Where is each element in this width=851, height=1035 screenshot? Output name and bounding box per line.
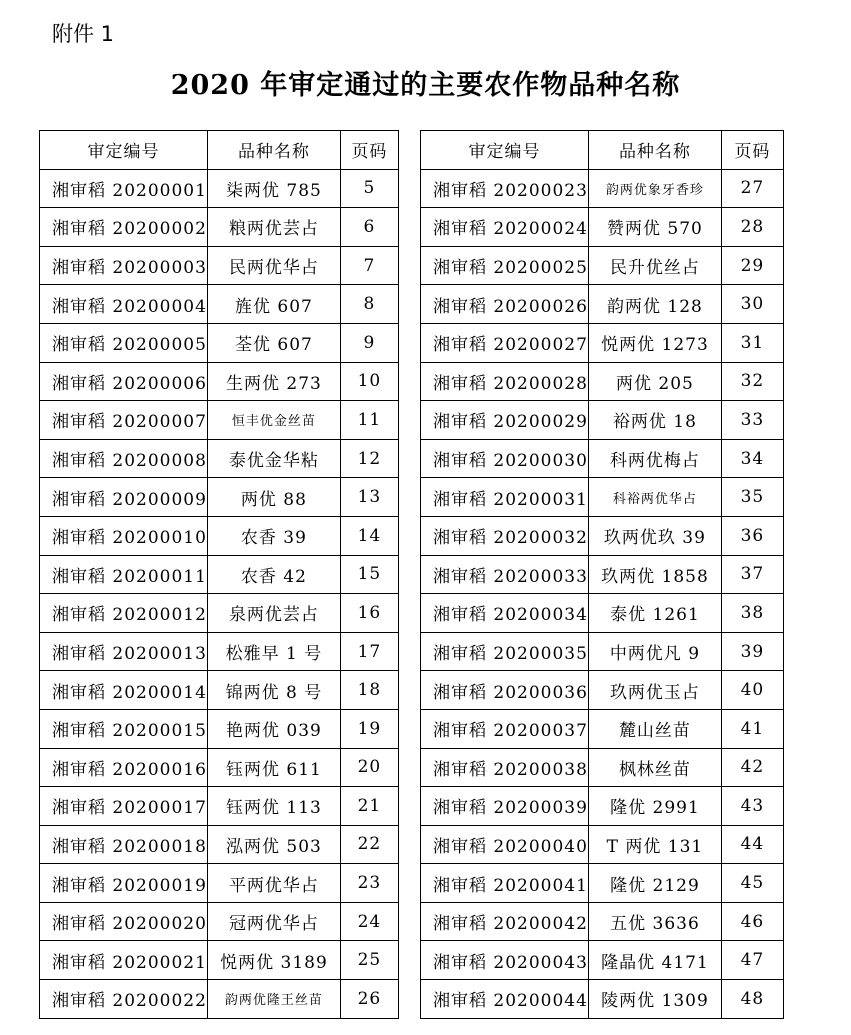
table-row [40,555,399,594]
header-page: 页码 [340,131,398,170]
page-number: 44 [721,825,783,864]
variety-name: 冠两优华占 [207,902,340,941]
variety-code: 湘审稻 20200021 [40,941,208,980]
page-number: 12 [340,439,398,478]
page-number: 8 [340,285,398,324]
variety-name: 泰优金华粘 [207,439,340,478]
page-number: 14 [340,516,398,555]
table-row [40,864,399,903]
variety-name: 恒丰优金丝苗 [207,401,340,440]
variety-name: 泉两优芸占 [207,594,340,633]
header-name: 品种名称 [207,131,340,170]
table-row [421,864,784,903]
variety-code: 湘审稻 20200002 [40,208,208,247]
variety-name: 五优 3636 [588,902,721,941]
variety-code: 湘审稻 20200034 [421,594,589,633]
header-page: 页码 [721,131,783,170]
page-number: 15 [340,555,398,594]
page-number: 34 [721,439,783,478]
table-row [421,709,784,748]
variety-name: 民升优丝占 [588,246,721,285]
page-number: 33 [721,401,783,440]
table-row [40,902,399,941]
table-row [421,478,784,517]
header-code: 审定编号 [40,131,208,170]
variety-name: 韵两优象牙香珍 [588,169,721,208]
page-number: 23 [340,864,398,903]
variety-code: 湘审稻 20200015 [40,709,208,748]
variety-code: 湘审稻 20200013 [40,632,208,671]
variety-code: 湘审稻 20200037 [421,709,589,748]
variety-name: 韵两优隆王丝苗 [207,980,340,1019]
variety-code: 湘审稻 20200009 [40,478,208,517]
variety-code: 湘审稻 20200004 [40,285,208,324]
table-header-row [421,131,784,170]
table-row [40,516,399,555]
variety-name: 隆晶优 4171 [588,941,721,980]
variety-code: 湘审稻 20200022 [40,980,208,1019]
page-number: 24 [340,902,398,941]
table-row [421,362,784,401]
variety-name: T 两优 131 [588,825,721,864]
variety-code: 湘审稻 20200011 [40,555,208,594]
table-row [421,246,784,285]
page-number: 46 [721,902,783,941]
variety-name: 玖两优 1858 [588,555,721,594]
page-number: 36 [721,516,783,555]
variety-name: 裕两优 18 [588,401,721,440]
variety-name: 悦两优 1273 [588,323,721,362]
variety-code: 湘审稻 20200014 [40,671,208,710]
page-number: 18 [340,671,398,710]
variety-name: 民两优华占 [207,246,340,285]
page-number: 6 [340,208,398,247]
table-row [40,709,399,748]
page-number: 11 [340,401,398,440]
variety-name: 中两优凡 9 [588,632,721,671]
variety-name: 泓两优 503 [207,825,340,864]
variety-code: 湘审稻 20200033 [421,555,589,594]
table-row [40,246,399,285]
table-row [421,671,784,710]
variety-code: 湘审稻 20200007 [40,401,208,440]
page-number: 48 [721,980,783,1019]
variety-code: 湘审稻 20200017 [40,787,208,826]
page-number: 35 [721,478,783,517]
variety-code: 湘审稻 20200026 [421,285,589,324]
variety-code: 湘审稻 20200020 [40,902,208,941]
table-row [421,748,784,787]
table-row [421,439,784,478]
variety-name: 科裕两优华占 [588,478,721,517]
variety-code: 湘审稻 20200042 [421,902,589,941]
variety-name: 枫林丝苗 [588,748,721,787]
variety-name: 生两优 273 [207,362,340,401]
page-number: 32 [721,362,783,401]
page-number: 41 [721,709,783,748]
variety-code: 湘审稻 20200040 [421,825,589,864]
variety-code: 湘审稻 20200032 [421,516,589,555]
header-name: 品种名称 [588,131,721,170]
variety-code: 湘审稻 20200023 [421,169,589,208]
page-number: 31 [721,323,783,362]
table-row [40,401,399,440]
variety-name: 荃优 607 [207,323,340,362]
page-number: 21 [340,787,398,826]
table-row [40,941,399,980]
table-row [40,632,399,671]
variety-name: 隆优 2991 [588,787,721,826]
variety-name: 陵两优 1309 [588,980,721,1019]
variety-name: 钰两优 113 [207,787,340,826]
table-row [40,825,399,864]
table-row [40,208,399,247]
variety-code: 湘审稻 20200029 [421,401,589,440]
table-row [40,478,399,517]
variety-name: 悦两优 3189 [207,941,340,980]
table-row [421,980,784,1019]
table-row [421,285,784,324]
variety-code: 湘审稻 20200006 [40,362,208,401]
page-number: 22 [340,825,398,864]
variety-name: 粮两优芸占 [207,208,340,247]
table-row [421,632,784,671]
variety-code: 湘审稻 20200008 [40,439,208,478]
page-number: 42 [721,748,783,787]
page-title: 2020 年审定通过的主要农作物品种名称 [170,70,681,101]
variety-name: 艳两优 039 [207,709,340,748]
variety-name: 农香 42 [207,555,340,594]
table-row [421,401,784,440]
table-row [421,594,784,633]
table-row [421,902,784,941]
page-number: 40 [721,671,783,710]
page-number: 9 [340,323,398,362]
page-number: 7 [340,246,398,285]
variety-code: 湘审稻 20200039 [421,787,589,826]
variety-code: 湘审稻 20200043 [421,941,589,980]
table-row [40,323,399,362]
variety-code: 湘审稻 20200031 [421,478,589,517]
variety-name: 科两优梅占 [588,439,721,478]
variety-name: 两优 88 [207,478,340,517]
table-row [421,169,784,208]
variety-code: 湘审稻 20200036 [421,671,589,710]
variety-name: 韵两优 128 [588,285,721,324]
variety-code: 湘审稻 20200003 [40,246,208,285]
variety-code: 湘审稻 20200028 [421,362,589,401]
page-number: 47 [721,941,783,980]
page-number: 17 [340,632,398,671]
variety-code: 湘审稻 20200024 [421,208,589,247]
table-row [421,555,784,594]
page-number: 30 [721,285,783,324]
table-row [40,671,399,710]
page-number: 19 [340,709,398,748]
variety-name: 两优 205 [588,362,721,401]
variety-code: 湘审稻 20200010 [40,516,208,555]
variety-code: 湘审稻 20200035 [421,632,589,671]
variety-name: 旌优 607 [207,285,340,324]
page-number: 29 [721,246,783,285]
variety-code: 湘审稻 20200044 [421,980,589,1019]
header-code: 审定编号 [421,131,589,170]
page-number: 27 [721,169,783,208]
table-row [421,208,784,247]
variety-code: 湘审稻 20200027 [421,323,589,362]
table-header-row [40,131,399,170]
table-row [421,516,784,555]
page-number: 10 [340,362,398,401]
page-number: 38 [721,594,783,633]
variety-code: 湘审稻 20200019 [40,864,208,903]
table-row [40,169,399,208]
variety-name: 柒两优 785 [207,169,340,208]
page-number: 26 [340,980,398,1019]
variety-code: 湘审稻 20200038 [421,748,589,787]
variety-code: 湘审稻 20200041 [421,864,589,903]
table-row [40,980,399,1019]
variety-table-right [420,130,784,1019]
variety-name: 麓山丝苗 [588,709,721,748]
page-number: 37 [721,555,783,594]
variety-code: 湘审稻 20200016 [40,748,208,787]
variety-name: 钰两优 611 [207,748,340,787]
table-row [421,323,784,362]
page-number: 5 [340,169,398,208]
page-number: 16 [340,594,398,633]
variety-name: 平两优华占 [207,864,340,903]
page-number: 39 [721,632,783,671]
table-row [40,285,399,324]
attachment-label: 附件 1 [52,22,115,46]
variety-table-left [39,130,399,1019]
table-row [40,362,399,401]
variety-code: 湘审稻 20200001 [40,169,208,208]
table-row [421,825,784,864]
variety-name: 松雅早 1 号 [207,632,340,671]
variety-code: 湘审稻 20200012 [40,594,208,633]
variety-code: 湘审稻 20200030 [421,439,589,478]
table-row [40,594,399,633]
page-number: 45 [721,864,783,903]
table-row [40,787,399,826]
variety-name: 农香 39 [207,516,340,555]
variety-name: 锦两优 8 号 [207,671,340,710]
variety-name: 赞两优 570 [588,208,721,247]
page-number: 20 [340,748,398,787]
variety-name: 泰优 1261 [588,594,721,633]
table-row [421,941,784,980]
page-number: 43 [721,787,783,826]
variety-name: 玖两优玖 39 [588,516,721,555]
variety-name: 隆优 2129 [588,864,721,903]
table-row [40,748,399,787]
variety-code: 湘审稻 20200018 [40,825,208,864]
page-number: 13 [340,478,398,517]
table-row [40,439,399,478]
page-number: 28 [721,208,783,247]
variety-name: 玖两优玉占 [588,671,721,710]
page-number: 25 [340,941,398,980]
table-row [421,787,784,826]
variety-code: 湘审稻 20200005 [40,323,208,362]
variety-code: 湘审稻 20200025 [421,246,589,285]
